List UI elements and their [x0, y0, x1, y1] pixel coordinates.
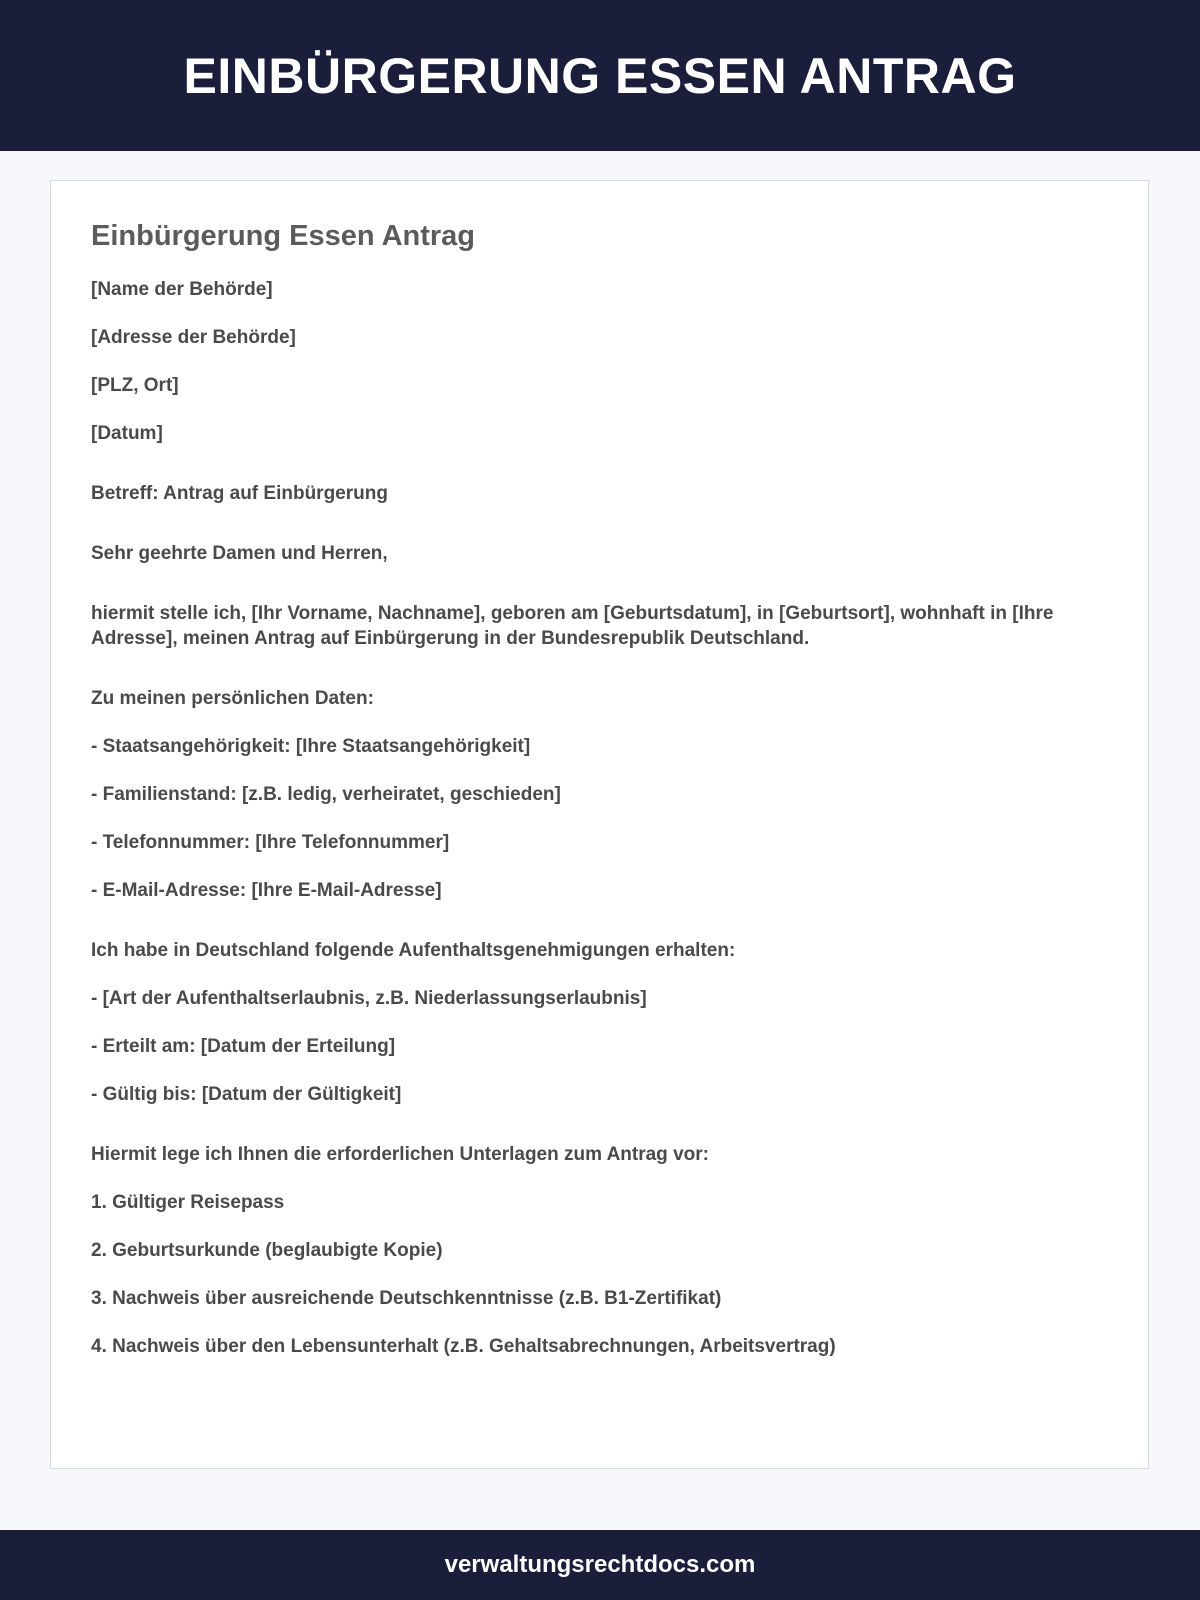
header-title: EINBÜRGERUNG ESSEN ANTRAG	[183, 47, 1017, 104]
documents-item: 4. Nachweis über den Lebensunterhalt (z.B. Gehaltsabrechnungen, Arbeitsvertrag)	[91, 1336, 836, 1357]
residence-item: - Erteilt am: [Datum der Erteilung]	[91, 1036, 396, 1057]
postal-city: [PLZ, Ort]	[91, 375, 179, 396]
personal-item: - Staatsangehörigkeit: [Ihre Staatsangehörigkeit]	[91, 736, 531, 757]
authority-name: [Name der Behörde]	[91, 279, 273, 300]
documents-item: 2. Geburtsurkunde (beglaubigte Kopie)	[91, 1240, 443, 1261]
subject-line: Betreff: Antrag auf Einbürgerung	[91, 483, 388, 504]
residence-item: - Gültig bis: [Datum der Gültigkeit]	[91, 1084, 402, 1105]
documents-item: 1. Gültiger Reisepass	[91, 1192, 285, 1213]
personal-heading: Zu meinen persönlichen Daten:	[91, 688, 374, 709]
footer-site: verwaltungsrechtdocs.com	[444, 1551, 756, 1578]
page-header	[0, 0, 1200, 151]
salutation: Sehr geehrte Damen und Herren,	[91, 543, 388, 564]
document-title: Einbürgerung Essen Antrag	[91, 220, 476, 252]
personal-item: - Familienstand: [z.B. ledig, verheiratet, geschieden]	[91, 784, 561, 805]
intro-paragraph: hiermit stelle ich, [Ihr Vorname, Nachname], geboren am [Geburtsdatum], in [Geburtsort], wohnhaft in [Ihre Adresse], meinen Antrag auf Einbürgerung in der Bundesrepublik Deutschland.	[91, 603, 1054, 649]
page-footer	[0, 1530, 1200, 1600]
residence-item: - [Art der Aufenthaltserlaubnis, z.B. Niederlassungserlaubnis]	[91, 988, 647, 1009]
personal-item: - E-Mail-Adresse: [Ihre E-Mail-Adresse]	[91, 880, 442, 901]
residence-heading: Ich habe in Deutschland folgende Aufenthaltsgenehmigungen erhalten:	[91, 940, 736, 961]
personal-item: - Telefonnummer: [Ihre Telefonnummer]	[91, 832, 450, 853]
documents-heading: Hiermit lege ich Ihnen die erforderlichen Unterlagen zum Antrag vor:	[91, 1144, 709, 1165]
letter-date: [Datum]	[91, 423, 163, 444]
documents-item: 3. Nachweis über ausreichende Deutschkenntnisse (z.B. B1-Zertifikat)	[91, 1288, 722, 1309]
authority-address: [Adresse der Behörde]	[91, 327, 296, 348]
document-card	[50, 180, 1149, 1469]
